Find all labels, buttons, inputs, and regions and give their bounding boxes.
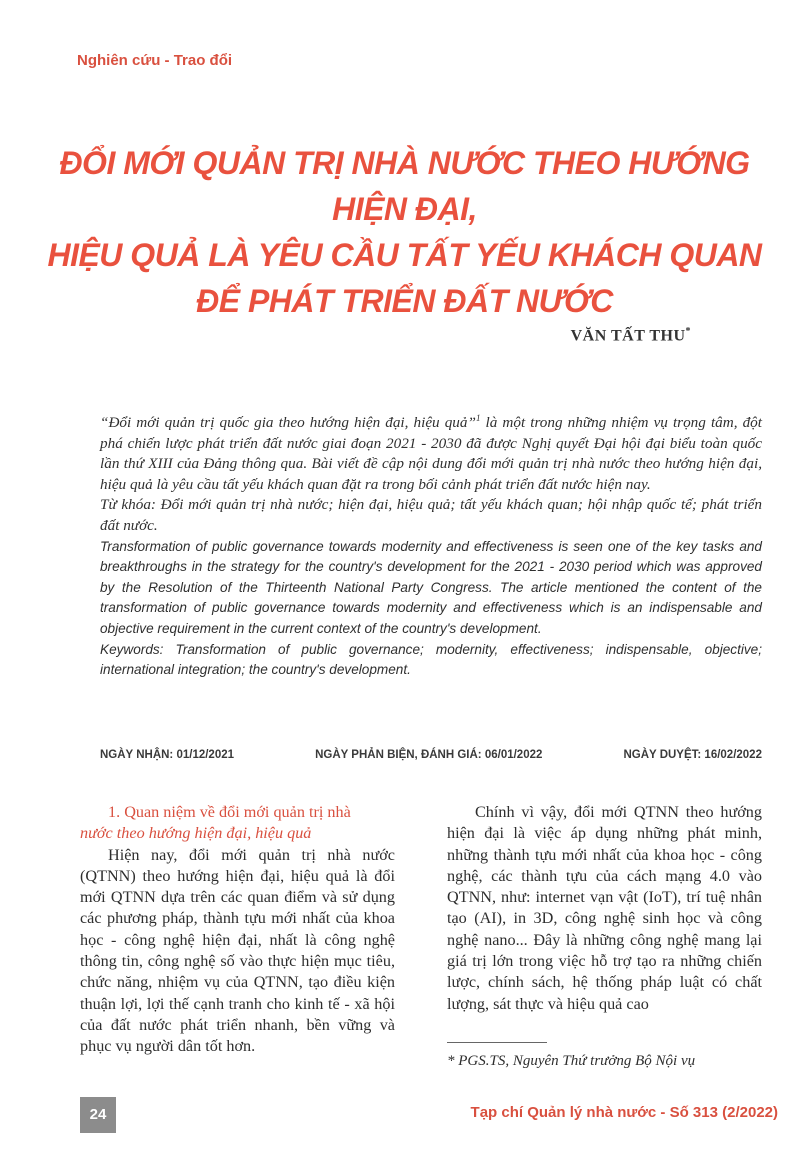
section-heading-line-2: nước theo hướng hiện đại, hiệu quả — [80, 824, 312, 843]
journal-citation: Tạp chí Quản lý nhà nước - Số 313 (2/2022) — [470, 1104, 778, 1121]
article-title — [40, 140, 769, 324]
body-column-right — [447, 802, 762, 1015]
abstract-english: Transformation of public governance towards modernity and effectiveness is seen one of the key tasks and breakthroughs in the strategy for the country's development for the 2021 - 2030 period which was approved by the Resolution of the Thirteenth National Party Congress. The article mentioned the content of the transformation of public governance towards modernity and effectiveness which is an indispensable and objective requirement in the current context of the country's development. — [100, 538, 762, 636]
date-received: NGÀY NHẬN: 01/12/2021 — [100, 749, 235, 761]
section-heading-line-1: 1. Quan niệm về đổi mới quản trị nhà — [108, 803, 351, 821]
title-line-2: HIỆU QUẢ LÀ YÊU CẦU TẤT YẾU KHÁCH QUAN — [47, 237, 762, 273]
keywords-vi-text: Đổi mới quản trị nhà nước; hiện đại, hiệu quả; tất yếu khách quan; hội nhập quốc tế; phát triển đất nước. — [100, 496, 763, 535]
keywords-vi-label: Từ khóa: — [100, 496, 156, 514]
abstract-ref: 1 — [475, 413, 481, 423]
keywords-en-text: Transformation of public governance; modernity, effectiveness; indispensable, objective; international integration; the country's development. — [100, 641, 762, 678]
keywords-en-label: Keywords: — [100, 641, 164, 657]
section-label: Nghiên cứu - Trao đổi — [77, 52, 233, 69]
abstract — [100, 408, 762, 681]
section-heading — [80, 802, 395, 845]
author-footnote-mark: * — [685, 326, 691, 337]
footnote-divider — [447, 1042, 547, 1043]
page-number: 24 — [80, 1097, 116, 1133]
body-column-left — [80, 802, 395, 1058]
title-line-1: ĐỔI MỚI QUẢN TRỊ NHÀ NƯỚC THEO HƯỚNG HIỆN ĐẠI, — [59, 145, 750, 227]
title-line-3: ĐỂ PHÁT TRIỂN ĐẤT NƯỚC — [196, 283, 613, 319]
body-paragraph-left: Hiện nay, đổi mới quản trị nhà nước (QTNN) theo hướng hiện đại, hiệu quả là đổi mới QTNN dựa trên các quan điểm và sử dụng các phương pháp, thành tựu mới nhất của khoa học - công nghệ hiện đại, nhất là công nghệ thông tin, công nghệ số vào thực hiện mục tiêu, chức năng, nhiệm vụ của QTNN, tạo điều kiện thuận lợi, lợi thế cạnh tranh cho kinh tế - xã hội của đất nước phát triển nhanh, bền vững và phục vụ người dân tốt hơn. — [80, 845, 395, 1056]
article-dates — [100, 749, 762, 761]
keywords-vietnamese — [100, 495, 762, 536]
abstract-quote: “Đổi mới quản trị quốc gia theo hướng hiện đại, hiệu quả” — [100, 414, 476, 432]
author — [571, 326, 691, 345]
author-name: VĂN TẤT THU — [570, 327, 686, 345]
body-paragraph-right: Chính vì vậy, đổi mới QTNN theo hướng hiện đại là việc áp dụng những phát minh, những thành tựu mới nhất của khoa học - công nghệ, các thành tựu của cách mạng 4.0 vào QTNN, như: internet vạn vật (IoT), trí tuệ nhân tạo (AI), in 3D, công nghệ sinh học và công nghệ nano... Đây là những công nghệ mang lại giá trị lớn trong việc hỗ trợ tạo ra những chiến lược, chính sách, hệ thống pháp luật có chất lượng, sát thực và hiệu quả cao — [447, 803, 762, 1013]
abstract-vietnamese — [100, 408, 762, 495]
date-reviewed: NGÀY PHẢN BIỆN, ĐÁNH GIÁ: 06/01/2022 — [315, 749, 543, 761]
keywords-english — [100, 640, 762, 681]
date-approved: NGÀY DUYỆT: 16/02/2022 — [623, 749, 762, 761]
author-footnote: * PGS.TS, Nguyên Thứ trưởng Bộ Nội vụ — [447, 1053, 696, 1069]
abstract-vi-text: là một trong những nhiệm vụ trọng tâm, đột phá chiến lược phát triển đất nước giai đoạn 2021 - 2030 đã được Nghị quyết Đại hội đại biểu toàn quốc lần thứ XIII của Đảng thông qua. Bài viết đề cập nội dung đổi mới quản trị nhà nước theo hướng hiện đại, hiệu quả là yêu cầu tất yếu khách quan đặt ra trong bối cảnh phát triển đất nước hiện nay. — [100, 414, 762, 493]
